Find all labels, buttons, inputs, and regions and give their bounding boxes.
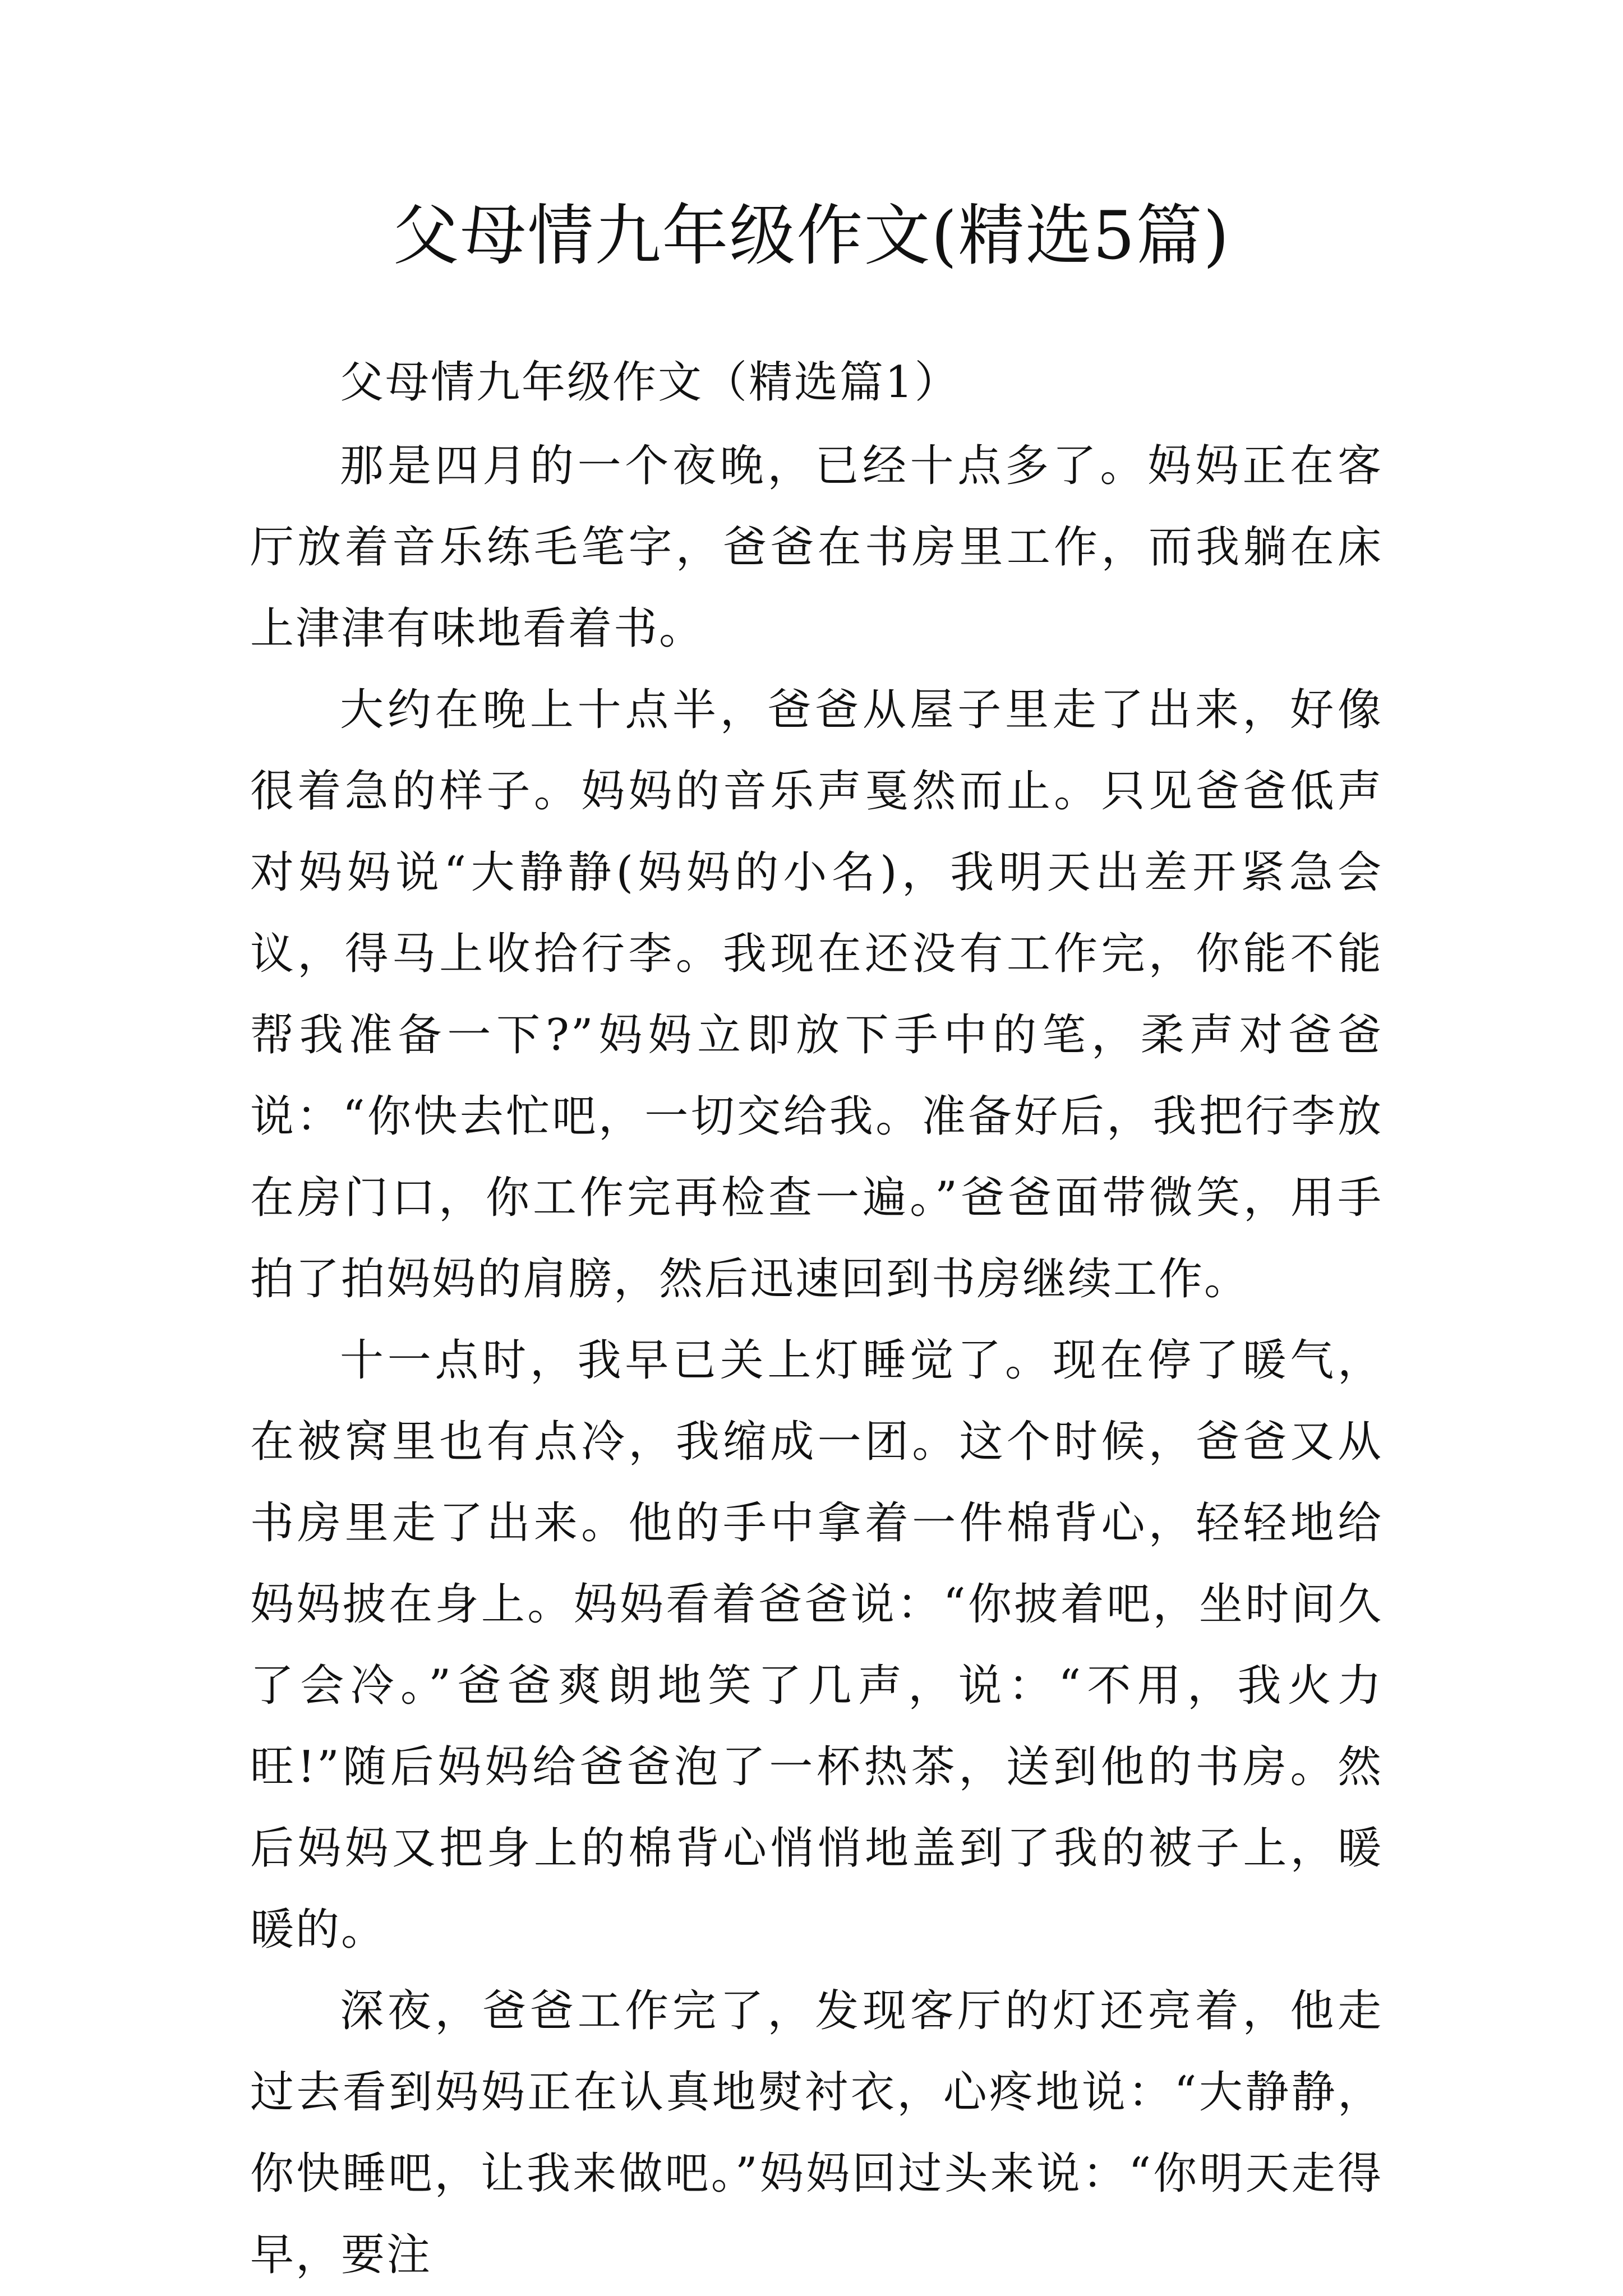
section-heading: 父母情九年级作文（精选篇1） (340, 357, 960, 408)
paragraph: 大约在晚上十点半，爸爸从屋子里走了出来，好像很着急的样子。妈妈的音乐声戛然而止。只见爸爸低声对妈妈说“大静静(妈妈的小名)，我明天出差开紧急会议，得马上收拾行李。我现在还没有工作完，你能不能帮我准备一下?”妈妈立即放下手中的笔，柔声对爸爸说：“你快去忙吧，一切交给我。准备好后，我把行李放在房门口，你工作完再检查一遍。”爸爸面带微笑，用手拍了拍妈妈的肩膀，然后迅速回到书房继续工作。 (250, 685, 1383, 1304)
paragraph: 十一点时，我早已关上灯睡觉了。现在停了暖气，在被窝里也有点冷，我缩成一团。这个时候，爸爸又从书房里走了出来。他的手中拿着一件棉背心，轻轻地给妈妈披在身上。妈妈看着爸爸说：“你披着吧，坐时间久了会冷。”爸爸爽朗地笑了几声，说：“不用，我火力旺!”随后妈妈给爸爸泡了一杯热茶，送到他的书房。然后妈妈又把身上的棉背心悄悄地盖到了我的被子上，暖暖的。 (250, 1335, 1383, 1955)
paragraph: 那是四月的一个夜晚，已经十点多了。妈妈正在客厅放着音乐练毛笔字，爸爸在书房里工作，而我躺在床上津津有味地看着书。 (250, 441, 1383, 654)
paragraph: 深夜，爸爸工作完了，发现客厅的灯还亮着，他走过去看到妈妈正在认真地熨衬衣，心疼地说：“大静静，你快睡吧，让我来做吧。”妈妈回过头来说：“你明天走得早，要注 (250, 1986, 1383, 2280)
document-body (250, 342, 1383, 2296)
document-title: 父母情九年级作文(精选5篇) (393, 197, 1230, 274)
